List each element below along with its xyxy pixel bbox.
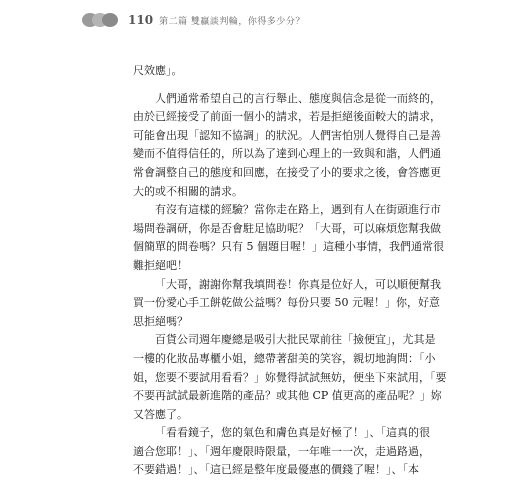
paragraph	[133, 424, 430, 480]
text-line: 尺效應」。	[133, 64, 183, 77]
text-line: 有沒有這樣的經驗？當你走在路上，遇到有人在街頭進行市	[155, 203, 441, 217]
chat-bubbles-logo-icon	[82, 12, 122, 28]
running-title: 第二篇 雙贏談判輪，你得多少分？	[159, 16, 305, 27]
bubble-shape	[102, 13, 118, 27]
paragraph	[133, 201, 444, 275]
page-header	[82, 11, 305, 29]
text-line: 常會調整自己的態度和回應，在接受了小的要求之後，會答應更	[133, 165, 441, 179]
text-line: 不要錯過！」、「這已經是整年度最優惠的價錢了喔！」、「本	[133, 463, 419, 477]
page-number: 110	[128, 13, 154, 27]
text-line: 「大哥，謝謝你幫我填問卷！你真是位好人，可以順便幫我	[155, 277, 441, 291]
body-text	[133, 62, 447, 480]
text-line: 大的或不相關的請求。	[133, 184, 243, 198]
text-line: 適合您耶！」、「週年慶限時限量，一年唯一一次，走過路過，	[133, 444, 430, 458]
text-line: 人們通常希望自己的言行舉止、態度與信念是從一而終的，	[155, 91, 441, 105]
text-line: 一樓的化妝品專櫃小姐，總帶著甜美的笑容，親切地詢問：「小	[133, 351, 436, 365]
text-line: 買一份愛心手工餅乾做公益嗎？每份只要 50 元喔！」你，好意	[133, 296, 440, 310]
paragraph	[133, 331, 447, 424]
text-line: 又答應了。	[133, 407, 188, 421]
text-line: 個簡單的問卷嗎？只有 5 個題目喔！」這種小事情，我們通常很	[133, 240, 444, 254]
text-line: 難拒絕吧！	[133, 258, 188, 272]
paragraph	[133, 276, 441, 332]
text-line: 不要再試試最新進階的產品？或其他 CP 值更高的產品呢？」妳	[133, 389, 442, 403]
text-line: 思拒絕嗎？	[133, 314, 188, 328]
text-line: 姐，您要不要試用看看？」妳覺得試試無妨，便坐下來試用，「要	[133, 370, 447, 384]
paragraph	[133, 90, 441, 202]
text-line: 由於已經接受了前面一個小的請求，若是拒絕後面較大的請求，	[133, 110, 441, 124]
text-line: 場問卷調研，你是否會駐足協助呢？「大哥，可以麻煩您幫我做	[133, 221, 441, 235]
text-line: 變而不值得信任的，所以為了達到心理上的一致與和諧，人們通	[133, 147, 441, 161]
text-line: 可能會出現「認知不協調」的狀況。人們害怕別人覺得自己是善	[133, 128, 441, 142]
paragraph	[133, 62, 391, 81]
text-line: 百貨公司週年慶總是吸引大批民眾前往「撿便宜」，尤其是	[155, 333, 436, 347]
text-line: 「看看鏡子，您的氣色和膚色真是好極了！」、「這真的很	[155, 426, 430, 440]
